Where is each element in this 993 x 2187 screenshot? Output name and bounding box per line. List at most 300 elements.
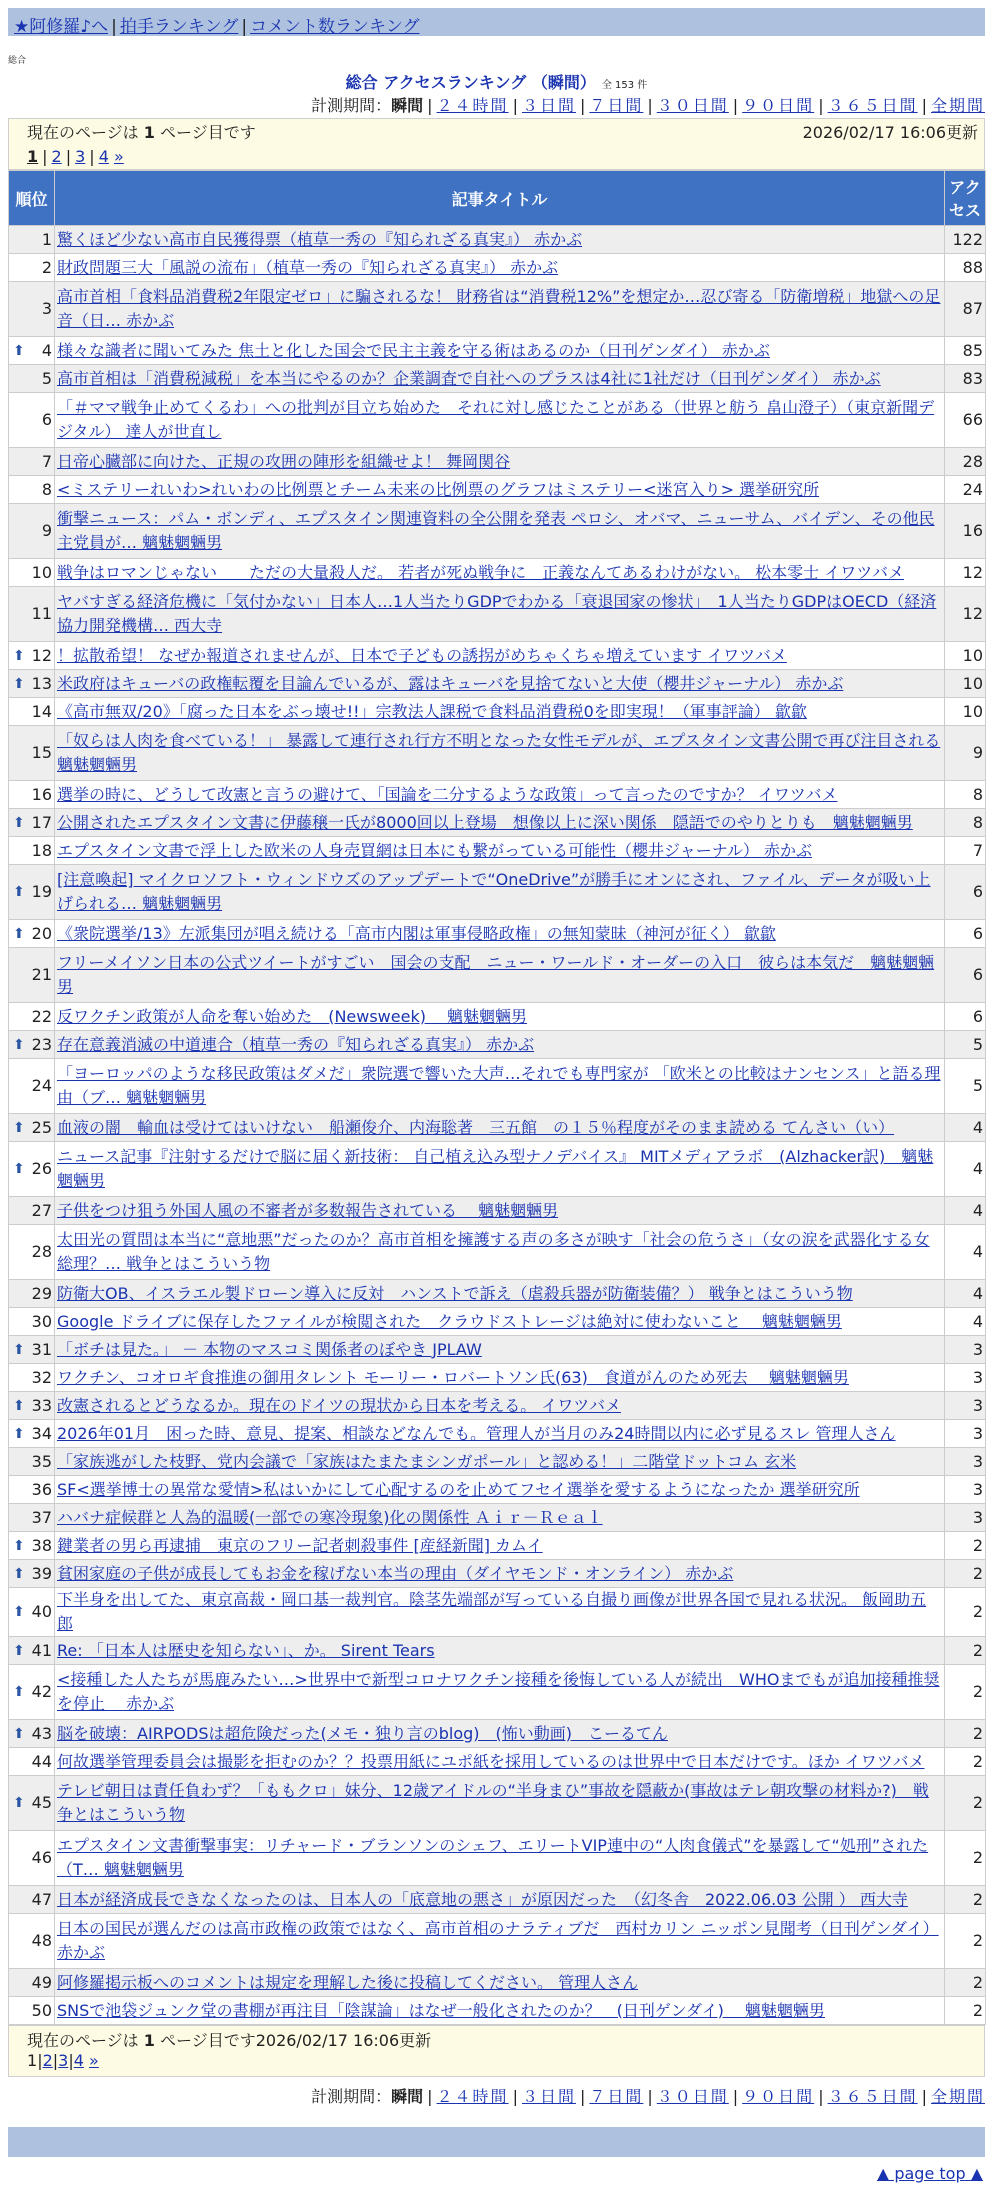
rank-number: 4 bbox=[41, 340, 52, 360]
rank-cell bbox=[9, 642, 55, 670]
table-row bbox=[9, 504, 986, 559]
rank-cell bbox=[9, 254, 55, 282]
title-cell bbox=[55, 726, 945, 781]
up-arrow-icon: ⬆ bbox=[13, 1119, 25, 1136]
access-count: 5 bbox=[945, 1059, 986, 1114]
rank-number: 8 bbox=[41, 479, 52, 499]
footer-bar bbox=[8, 2127, 985, 2157]
rank-number: 6 bbox=[41, 410, 52, 429]
rank-cell bbox=[9, 1003, 55, 1031]
rank-number: 46 bbox=[31, 1848, 52, 1867]
table-row bbox=[9, 587, 986, 642]
table-row bbox=[9, 837, 986, 865]
title-cell bbox=[55, 1448, 945, 1476]
access-count: 3 bbox=[945, 1420, 986, 1448]
pager-text-pre: 現在のページは bbox=[27, 2031, 144, 2050]
period-link[interactable]: ２４時間 bbox=[436, 2087, 509, 2106]
title-cell bbox=[55, 1280, 945, 1308]
pager-current-page: 1 bbox=[143, 123, 155, 142]
rank-number: 27 bbox=[31, 1200, 52, 1220]
table-row bbox=[9, 809, 986, 837]
article-link[interactable]: 血液の闇 輸血は受けてはいけない 船瀬俊介、内海聡著 三五館 の１５％程度がそのまま読める てんさい（い） bbox=[57, 1117, 895, 1137]
up-arrow-icon: ⬆ bbox=[13, 1341, 25, 1358]
table-row bbox=[9, 865, 986, 920]
period-link[interactable]: ７日間 bbox=[589, 96, 644, 115]
period-link[interactable]: ３６５日間 bbox=[827, 96, 918, 115]
article-link[interactable]: 阿修羅掲示板へのコメントは規定を理解した後に投稿してください。 管理人さん bbox=[57, 1972, 639, 1992]
access-count: 2 bbox=[945, 1831, 986, 1886]
table-row bbox=[9, 920, 986, 948]
article-link[interactable]: 2026年01月 困った時、意見、提案、相談などなんでも。管理人が当月のみ24時間以内に必ず見るスレ 管理人さん bbox=[57, 1423, 896, 1443]
ranking-rows bbox=[9, 226, 986, 2025]
rank-cell bbox=[9, 948, 55, 1003]
table-row bbox=[9, 1831, 986, 1886]
access-count: 3 bbox=[945, 1448, 986, 1476]
title-cell bbox=[55, 1392, 945, 1420]
access-count: 12 bbox=[945, 559, 986, 587]
table-row bbox=[9, 1308, 986, 1336]
table-row bbox=[9, 642, 986, 670]
rank-number: 40 bbox=[31, 1602, 52, 1621]
access-count: 9 bbox=[945, 726, 986, 781]
comment-ranking-link[interactable]: コメント数ランキング bbox=[250, 17, 420, 37]
title-cell bbox=[55, 1720, 945, 1748]
period-separator: | bbox=[921, 96, 927, 115]
table-row bbox=[9, 698, 986, 726]
pager-page-link[interactable]: 2 bbox=[51, 147, 62, 166]
pager-page-link[interactable]: 3 bbox=[75, 147, 86, 166]
rank-number: 3 bbox=[41, 299, 52, 318]
up-arrow-icon: ⬆ bbox=[13, 1537, 25, 1554]
period-separator: | bbox=[579, 2087, 586, 2106]
period-link[interactable]: ９０日間 bbox=[742, 96, 815, 115]
title-cell bbox=[55, 1637, 945, 1665]
table-row bbox=[9, 1336, 986, 1364]
rank-number: 11 bbox=[31, 604, 52, 623]
title-cell bbox=[55, 1308, 945, 1336]
rank-cell bbox=[9, 920, 55, 948]
up-arrow-icon: ⬆ bbox=[13, 1397, 25, 1414]
title-cell bbox=[55, 1031, 945, 1059]
access-count: 10 bbox=[945, 698, 986, 726]
article-link[interactable]: 衝撃ニュース：パム・ボンディ、エプスタイン関連資料の全公開を発表 ペロシ、オバマ、ニューサム、バイデン、その他民主党員が… 魑魅魍魎男 bbox=[57, 509, 935, 552]
rank-cell bbox=[9, 1364, 55, 1392]
title-cell bbox=[55, 920, 945, 948]
rank-number: 34 bbox=[31, 1423, 52, 1443]
period-separator: | bbox=[818, 2087, 824, 2106]
rank-cell bbox=[9, 1308, 55, 1336]
period-separator: | bbox=[732, 96, 739, 115]
article-link[interactable]: 「＃ママ戦争止めてくるわ」への批判が目立ち始めた それに対し感じたことがある（世界と舫う 畠山澄子）（東京新聞デジタル） 達人が世直し bbox=[57, 398, 935, 441]
access-count: 2 bbox=[945, 1560, 986, 1588]
rank-cell bbox=[9, 365, 55, 393]
rank-number: 48 bbox=[31, 1931, 52, 1950]
article-link[interactable]: フリーメイソン日本の公式ツイートがすごい 国会の支配 ニュー・ワールド・オーダーの入口 彼らは本気だ 魑魅魍魎男 bbox=[57, 953, 935, 996]
rank-cell bbox=[9, 1142, 55, 1197]
table-row bbox=[9, 1476, 986, 1504]
table-row bbox=[9, 1059, 986, 1114]
rank-number: 5 bbox=[41, 368, 52, 388]
table-row bbox=[9, 1003, 986, 1031]
rank-number: 38 bbox=[31, 1535, 52, 1555]
table-row bbox=[9, 1364, 986, 1392]
up-arrow-icon: ⬆ bbox=[13, 884, 25, 900]
access-count: 6 bbox=[945, 948, 986, 1003]
period-link[interactable]: ３日間 bbox=[521, 96, 576, 115]
rank-cell bbox=[9, 476, 55, 504]
table-row bbox=[9, 448, 986, 476]
title-cell bbox=[55, 809, 945, 837]
rank-number: 44 bbox=[31, 1751, 52, 1771]
rank-cell bbox=[9, 1114, 55, 1142]
access-count: 2 bbox=[945, 1914, 986, 1969]
rank-cell bbox=[9, 226, 55, 254]
rank-number: 13 bbox=[31, 673, 52, 693]
up-arrow-icon: ⬆ bbox=[13, 1642, 25, 1659]
rank-cell bbox=[9, 448, 55, 476]
table-row bbox=[9, 1776, 986, 1831]
period-link[interactable]: ７日間 bbox=[589, 2087, 644, 2106]
title-cell bbox=[55, 698, 945, 726]
period-separator: | bbox=[427, 96, 433, 115]
access-count: 2 bbox=[945, 1997, 986, 2025]
article-link[interactable]: <ミステリーれいわ>れいわの比例票とチーム未来の比例票のグラフはミステリー<迷宮入り> 選挙研究所 bbox=[57, 479, 820, 499]
rank-number: 14 bbox=[31, 701, 52, 721]
table-row bbox=[9, 1448, 986, 1476]
article-link[interactable]: 《高市無双/20》「腐った日本をぶっ壊せ!!」宗教法人課税で食料品消費税0を即実現！（軍事評論） 歙歙 bbox=[57, 701, 807, 721]
article-link[interactable]: 公開されたエプスタイン文書に伊藤穣一氏が8000回以上登場 想像以上に深い関係 隠語でのやりとりも 魑魅魍魎男 bbox=[57, 812, 913, 832]
article-link[interactable]: 鍵業者の男ら再逮捕 東京のフリー記者刺殺事件 [産経新聞] カムイ bbox=[57, 1535, 543, 1555]
access-count: 2 bbox=[945, 1665, 986, 1720]
access-count: 6 bbox=[945, 1003, 986, 1031]
access-count: 12 bbox=[945, 587, 986, 642]
table-row bbox=[9, 337, 986, 365]
table-row bbox=[9, 1997, 986, 2025]
rank-cell bbox=[9, 1392, 55, 1420]
period-link[interactable]: ３６５日間 bbox=[827, 2087, 918, 2106]
access-count: 2 bbox=[945, 1886, 986, 1914]
period-link[interactable]: ３日間 bbox=[521, 2087, 576, 2106]
rank-cell bbox=[9, 393, 55, 448]
rank-number: 36 bbox=[31, 1479, 52, 1499]
rank-number: 17 bbox=[31, 812, 52, 832]
rank-cell bbox=[9, 1504, 55, 1532]
pager-page-link[interactable]: 3 bbox=[58, 2051, 69, 2070]
rank-number: 9 bbox=[41, 521, 52, 540]
access-count: 6 bbox=[945, 865, 986, 920]
article-link[interactable]: 戦争はロマンじゃない ただの大量殺人だ。 若者が死ぬ戦争に 正義なんてあるわけがない。 松本零士 イワツバメ bbox=[57, 562, 904, 582]
article-link[interactable]: 脳を破壊：AIRPODSは超危険だった(メモ・独り言のblog) (怖い動画) こーるてん bbox=[57, 1723, 668, 1743]
total-count: 全 153 件 bbox=[601, 80, 648, 91]
rank-number: 25 bbox=[31, 1117, 52, 1137]
access-count: 7 bbox=[945, 837, 986, 865]
article-link[interactable]: 日本の国民が選んだのは高市政権の政策ではなく、高市首相のナラティブだ 西村カリン ニッポン見聞考（日刊ゲンダイ） 赤かぶ bbox=[57, 1919, 939, 1962]
table-row bbox=[9, 1197, 986, 1225]
pager-separator: | bbox=[89, 147, 95, 166]
rank-number: 2 bbox=[41, 257, 52, 277]
article-link[interactable]: 防衛大OB、イスラエル製ドローン導入に反対 ハンストで訴え（虐殺兵器が防衛装備？） 戦争とはこういう物 bbox=[57, 1283, 853, 1303]
rank-number: 41 bbox=[31, 1640, 52, 1660]
pager-page-link[interactable]: 4 bbox=[98, 147, 109, 166]
pager-box bbox=[8, 118, 985, 170]
rank-number: 42 bbox=[31, 1682, 52, 1701]
rank-cell bbox=[9, 1637, 55, 1665]
up-arrow-icon: ⬆ bbox=[13, 647, 25, 664]
period-separator: | bbox=[647, 96, 653, 115]
access-count: 4 bbox=[945, 1114, 986, 1142]
nav-separator: | bbox=[111, 17, 117, 37]
rank-cell bbox=[9, 1059, 55, 1114]
access-count: 10 bbox=[945, 642, 986, 670]
title-cell bbox=[55, 559, 945, 587]
article-link[interactable]: 太田光の質問は本当に“意地悪”だったのか？高市首相を擁護する声の多さが映す「社会の危うさ」（女の涙を武器化する女総理？… 戦争とはこういう物 bbox=[57, 1230, 930, 1273]
title-cell bbox=[55, 1197, 945, 1225]
access-count: 2 bbox=[945, 1532, 986, 1560]
rank-cell bbox=[9, 1031, 55, 1059]
article-link[interactable]: Re: 「日本人は歴史を知らない」、か。 Sirent Tears bbox=[57, 1640, 435, 1660]
pager-text-post: ページ目です bbox=[154, 123, 256, 142]
rank-cell bbox=[9, 698, 55, 726]
table-row bbox=[9, 1392, 986, 1420]
article-link[interactable]: エプスタイン文書衝撃事実：リチャード・ブランソンのシェフ、エリートVIP連中の“人肉食儀式”を暴露して“処刑”された（T… 魑魅魍魎男 bbox=[57, 1836, 929, 1879]
period-label: 計測期間： bbox=[311, 2087, 392, 2106]
article-link[interactable]: 財政問題三大「風説の流布」（植草一秀の『知られざる真実』） 赤かぶ bbox=[57, 257, 559, 277]
title-cell bbox=[55, 1665, 945, 1720]
title-cell bbox=[55, 1532, 945, 1560]
article-link[interactable]: エプスタイン文書で浮上した欧米の人身売買網は日本にも繋がっている可能性（櫻井ジャーナル） 赤かぶ bbox=[57, 840, 813, 860]
title-cell bbox=[55, 642, 945, 670]
home-link[interactable]: ★阿修羅♪へ bbox=[14, 17, 109, 37]
pager-text-pre: 現在のページは bbox=[27, 123, 144, 142]
pager-status bbox=[27, 121, 978, 145]
pager-separator: | bbox=[52, 2051, 59, 2070]
rank-cell bbox=[9, 282, 55, 337]
rank-cell bbox=[9, 1886, 55, 1914]
rank-cell bbox=[9, 337, 55, 365]
pager-text-post: ページ目です bbox=[154, 2031, 256, 2050]
title-cell bbox=[55, 670, 945, 698]
period-current: 瞬間 bbox=[391, 2087, 424, 2106]
rank-cell bbox=[9, 504, 55, 559]
article-link[interactable]: 存在意義消滅の中道連合（植草一秀の『知られざる真実』） 赤かぶ bbox=[57, 1034, 535, 1054]
nav-separator: | bbox=[241, 17, 248, 37]
table-row bbox=[9, 226, 986, 254]
rank-number: 29 bbox=[31, 1283, 52, 1303]
rank-cell bbox=[9, 1831, 55, 1886]
rank-cell bbox=[9, 1225, 55, 1280]
rank-number: 23 bbox=[31, 1034, 52, 1054]
rank-cell bbox=[9, 559, 55, 587]
article-link[interactable]: ヤバすぎる経済危機に「気付かない」日本人…1人当たりGDPでわかる「衰退国家の惨状」 1人当たりGDPはOECD（経済協力開発機構… 西大寺 bbox=[57, 592, 937, 635]
table-row bbox=[9, 1886, 986, 1914]
rank-number: 20 bbox=[31, 923, 52, 943]
table-row bbox=[9, 1560, 986, 1588]
article-link[interactable]: 子供をつけ狙う外国人風の不審者が多数報告されている 魑魅魍魎男 bbox=[57, 1200, 559, 1220]
article-link[interactable]: 様々な識者に聞いてみた 焦土と化した国会で民主主義を守る術はあるのか（日刊ゲンダイ） 赤かぶ bbox=[57, 340, 770, 360]
table-row bbox=[9, 1114, 986, 1142]
access-count: 3 bbox=[945, 1504, 986, 1532]
access-count: 24 bbox=[945, 476, 986, 504]
table-row bbox=[9, 1665, 986, 1720]
article-link[interactable]: Google ドライブに保存したファイルが検閲された クラウドストレージは絶対に使わないこと 魑魅魍魎男 bbox=[57, 1311, 842, 1331]
rank-cell bbox=[9, 726, 55, 781]
article-link[interactable]: ハバナ症候群と人為的温暖(一部での寒冷現象)化の関係性 Ａｉｒ－Ｒｅａｌ bbox=[57, 1507, 603, 1527]
access-count: 83 bbox=[945, 365, 986, 393]
article-link[interactable]: 日帝心臓部に向けた、正規の攻囲の陣形を組織せよ！ 舞岡関谷 bbox=[57, 451, 511, 471]
top-nav-bar bbox=[8, 8, 985, 36]
article-link[interactable]: 選挙の時に、どうして改憲と言うの避けて、「国論を二分するような政策」って言ったのですか？ イワツバメ bbox=[57, 784, 838, 804]
rank-cell bbox=[9, 1914, 55, 1969]
up-arrow-icon: ⬆ bbox=[13, 1425, 25, 1442]
rank-cell bbox=[9, 1720, 55, 1748]
title-cell bbox=[55, 393, 945, 448]
up-arrow-icon: ⬆ bbox=[13, 1725, 25, 1742]
access-count: 4 bbox=[945, 1225, 986, 1280]
article-link[interactable]: 米政府はキューバの政権転覆を目論んでいるが、露はキューバを見捨てないと大使（櫻井ジャーナル） 赤かぶ bbox=[57, 673, 844, 693]
table-row bbox=[9, 1031, 986, 1059]
access-count: 88 bbox=[945, 254, 986, 282]
rank-number: 7 bbox=[41, 451, 52, 471]
table-row bbox=[9, 559, 986, 587]
period-link[interactable]: ２４時間 bbox=[436, 96, 509, 115]
article-link[interactable]: <接種した人たちが馬鹿みたい…>世界中で新型コロナワクチン接種を後悔している人が続出 WHOまでもが追加接種推奨を停止 赤かぶ bbox=[57, 1670, 940, 1713]
period-label: 計測期間： bbox=[311, 96, 392, 115]
table-row bbox=[9, 781, 986, 809]
article-link[interactable]: 高市首相は「消費税減税」を本当にやるのか？企業調査で自社へのプラスは4社に1社だけ（日刊ゲンダイ） 赤かぶ bbox=[57, 368, 881, 388]
title-cell bbox=[55, 837, 945, 865]
period-current: 瞬間 bbox=[391, 96, 424, 115]
title-cell bbox=[55, 1225, 945, 1280]
up-arrow-icon: ⬆ bbox=[13, 1565, 25, 1582]
title-cell bbox=[55, 1142, 945, 1197]
rank-cell bbox=[9, 1420, 55, 1448]
up-arrow-icon: ⬆ bbox=[13, 1684, 25, 1700]
rank-cell bbox=[9, 1969, 55, 1997]
pager-page-current: 1 bbox=[27, 147, 39, 166]
column-header-access: アクセス bbox=[945, 171, 986, 226]
article-link[interactable]: SF<選挙博士の異常な愛情>私はいかにして心配するのを止めてフセイ選挙を愛するようになったか 選挙研究所 bbox=[57, 1479, 860, 1499]
rank-cell bbox=[9, 1476, 55, 1504]
category-label: 総合 bbox=[8, 56, 27, 66]
article-link[interactable]: テレビ朝日は責任負わず？「ももクロ」妹分、12歳アイドルの“半身まひ”事故を隠蔽か(事故はテレ朝攻撃の材料か?) 戦争とはこういう物 bbox=[57, 1781, 929, 1824]
table-row bbox=[9, 1532, 986, 1560]
period-separator: | bbox=[818, 96, 824, 115]
pager-separator: | bbox=[42, 147, 48, 166]
article-link[interactable]: 反ワクチン政策が人命を奪い始めた (Newsweek) 魑魅魍魎男 bbox=[57, 1006, 528, 1026]
article-link[interactable]: 日本が経済成長できなくなったのは、日本人の「底意地の悪さ」が原因だった （幻冬舎 2022.06.03 公開 ） 西大寺 bbox=[57, 1889, 908, 1909]
title-cell bbox=[55, 448, 945, 476]
column-header-rank: 順位 bbox=[9, 171, 55, 226]
period-separator: | bbox=[647, 2087, 653, 2106]
pager-links bbox=[27, 2051, 978, 2070]
article-link[interactable]: 貧困家庭の子供が成長してもお金を稼げない本当の理由（ダイヤモンド・オンライン） 赤かぶ bbox=[57, 1563, 734, 1583]
period-separator: | bbox=[921, 2087, 927, 2106]
rank-number: 12 bbox=[31, 645, 52, 665]
period-link[interactable]: ３０日間 bbox=[656, 96, 729, 115]
period-link[interactable]: 全期間 bbox=[930, 2087, 985, 2106]
pager-page-link[interactable]: 4 bbox=[73, 2051, 84, 2070]
access-count: 16 bbox=[945, 504, 986, 559]
article-link[interactable]: 「家族逃がした枝野、党内会議で「家族はたまたまシンガポール」と認める！」二階堂ドットコム 玄米 bbox=[57, 1451, 797, 1471]
table-row bbox=[9, 393, 986, 448]
period-link[interactable]: ９０日間 bbox=[742, 2087, 815, 2106]
updated-timestamp: 2026/02/17 16:06更新 bbox=[255, 2031, 432, 2050]
access-count: 2 bbox=[945, 1969, 986, 1997]
table-row bbox=[9, 1225, 986, 1280]
table-row bbox=[9, 365, 986, 393]
article-link[interactable]: [注意喚起] マイクロソフト・ウィンドウズのアップデートで“OneDrive”が勝手にオンにされ、ファイル、データが吸い上げられる… 魑魅魍魎男 bbox=[57, 870, 931, 913]
applause-ranking-link[interactable]: 拍手ランキング bbox=[119, 17, 239, 37]
article-link[interactable]: ニュース記事『注射するだけで脳に届く新技術： 自己植え込み型ナノデバイス』 MITメディアラボ (Alzhacker訳) 魑魅魍魎男 bbox=[57, 1147, 934, 1190]
rank-cell bbox=[9, 1588, 55, 1637]
access-count: 4 bbox=[945, 1280, 986, 1308]
article-link[interactable]: 改憲されるとどうなるか。現在のドイツの現状から日本を考える。 イワツバメ bbox=[57, 1395, 621, 1415]
period-separator: | bbox=[512, 96, 518, 115]
rank-cell bbox=[9, 1748, 55, 1776]
period-link[interactable]: ３０日間 bbox=[656, 2087, 729, 2106]
article-link[interactable]: 「ボチは見た。」 － 本物のマスコミ関係者のぼやき JPLAW bbox=[57, 1339, 482, 1359]
access-count: 2 bbox=[945, 1588, 986, 1637]
article-link[interactable]: 下半身を出してた、東京高裁・岡口基一裁判官。陰茎先端部が写っている自撮り画像が世界各国で見れる状況。 飯岡助五郎 bbox=[57, 1590, 927, 1633]
table-row bbox=[9, 1420, 986, 1448]
article-link[interactable]: 驚くほど少ない高市自民獲得票（植草一秀の『知られざる真実』） 赤かぶ bbox=[57, 229, 583, 249]
page-top-link[interactable]: ▲ page top ▲ bbox=[876, 2164, 983, 2183]
access-count: 3 bbox=[945, 1364, 986, 1392]
access-count: 8 bbox=[945, 809, 986, 837]
rank-number: 33 bbox=[31, 1395, 52, 1415]
rank-cell bbox=[9, 1197, 55, 1225]
article-link[interactable]: ワクチン、コオロギ食推進の御用タレント モーリー・ロバートソン氏(63) 食道がんのため死去 魑魅魍魎男 bbox=[57, 1367, 849, 1387]
article-link[interactable]: 「ヨーロッパのような移民政策はダメだ」衆院選で響いた大声…それでも専門家が 「欧米との比較はナンセンス」と語る理由（ブ… 魑魅魍魎男 bbox=[57, 1064, 941, 1107]
title-cell bbox=[55, 1476, 945, 1504]
rank-number: 28 bbox=[31, 1242, 52, 1261]
pager-separator: | bbox=[68, 2051, 74, 2070]
pager-next-link[interactable]: » bbox=[89, 2051, 99, 2070]
rank-number: 37 bbox=[31, 1507, 52, 1527]
title-cell bbox=[55, 1114, 945, 1142]
updated-timestamp: 2026/02/17 16:06更新 bbox=[802, 123, 978, 142]
access-count: 6 bbox=[945, 920, 986, 948]
access-count: 122 bbox=[945, 226, 986, 254]
rank-cell bbox=[9, 865, 55, 920]
title-cell bbox=[55, 1831, 945, 1886]
rank-number: 18 bbox=[31, 840, 52, 860]
pager-next-link[interactable]: » bbox=[113, 147, 124, 166]
table-row bbox=[9, 282, 986, 337]
article-link[interactable]: SNSで池袋ジュンク堂の書棚が再注目「陰謀論」はなぜ一般化されたのか？ (日刊ゲンダイ) 魑魅魍魎男 bbox=[57, 2000, 825, 2020]
article-link[interactable]: 何故選挙管理委員会は撮影を拒むのか？？投票用紙にユポ紙を採用しているのは世界中で日本だけです。ほか イワツバメ bbox=[57, 1751, 925, 1771]
pager-status bbox=[27, 2028, 978, 2051]
title-cell bbox=[55, 254, 945, 282]
article-link[interactable]: 高市首相「食料品消費税2年限定ゼロ」に騙されるな！ 財務省は“消費税12%”を想定か…忍び寄る「防衛増税」地獄への足音（日… 赤かぶ bbox=[57, 287, 941, 330]
title-cell bbox=[55, 1504, 945, 1532]
article-link[interactable]: 「奴らは人肉を食べている！」 暴露して連行され行方不明となった女性モデルが、エプスタイン文書公開で再び注目される 魑魅魍魎男 bbox=[57, 731, 941, 774]
article-link[interactable]: ！拡散希望！ なぜか報道されませんが、日本で子どもの誘拐がめちゃくちゃ増えています イワツバメ bbox=[57, 645, 787, 665]
title-cell bbox=[55, 504, 945, 559]
up-arrow-icon: ⬆ bbox=[13, 1036, 25, 1053]
rank-number: 31 bbox=[31, 1339, 52, 1359]
period-link[interactable]: 全期間 bbox=[930, 96, 985, 115]
pager-page-link[interactable]: 2 bbox=[42, 2051, 53, 2070]
rank-number: 16 bbox=[31, 784, 52, 804]
rank-number: 24 bbox=[31, 1076, 52, 1095]
table-row bbox=[9, 1142, 986, 1197]
access-count: 2 bbox=[945, 1637, 986, 1665]
article-link[interactable]: 《衆院選挙/13》左派集団が唱え続ける「高市内閣は軍事侵略政権」の無知蒙昧（神河が征く） 歙歙 bbox=[57, 923, 776, 943]
rank-cell bbox=[9, 1280, 55, 1308]
title-cell bbox=[55, 1588, 945, 1637]
table-row bbox=[9, 1748, 986, 1776]
